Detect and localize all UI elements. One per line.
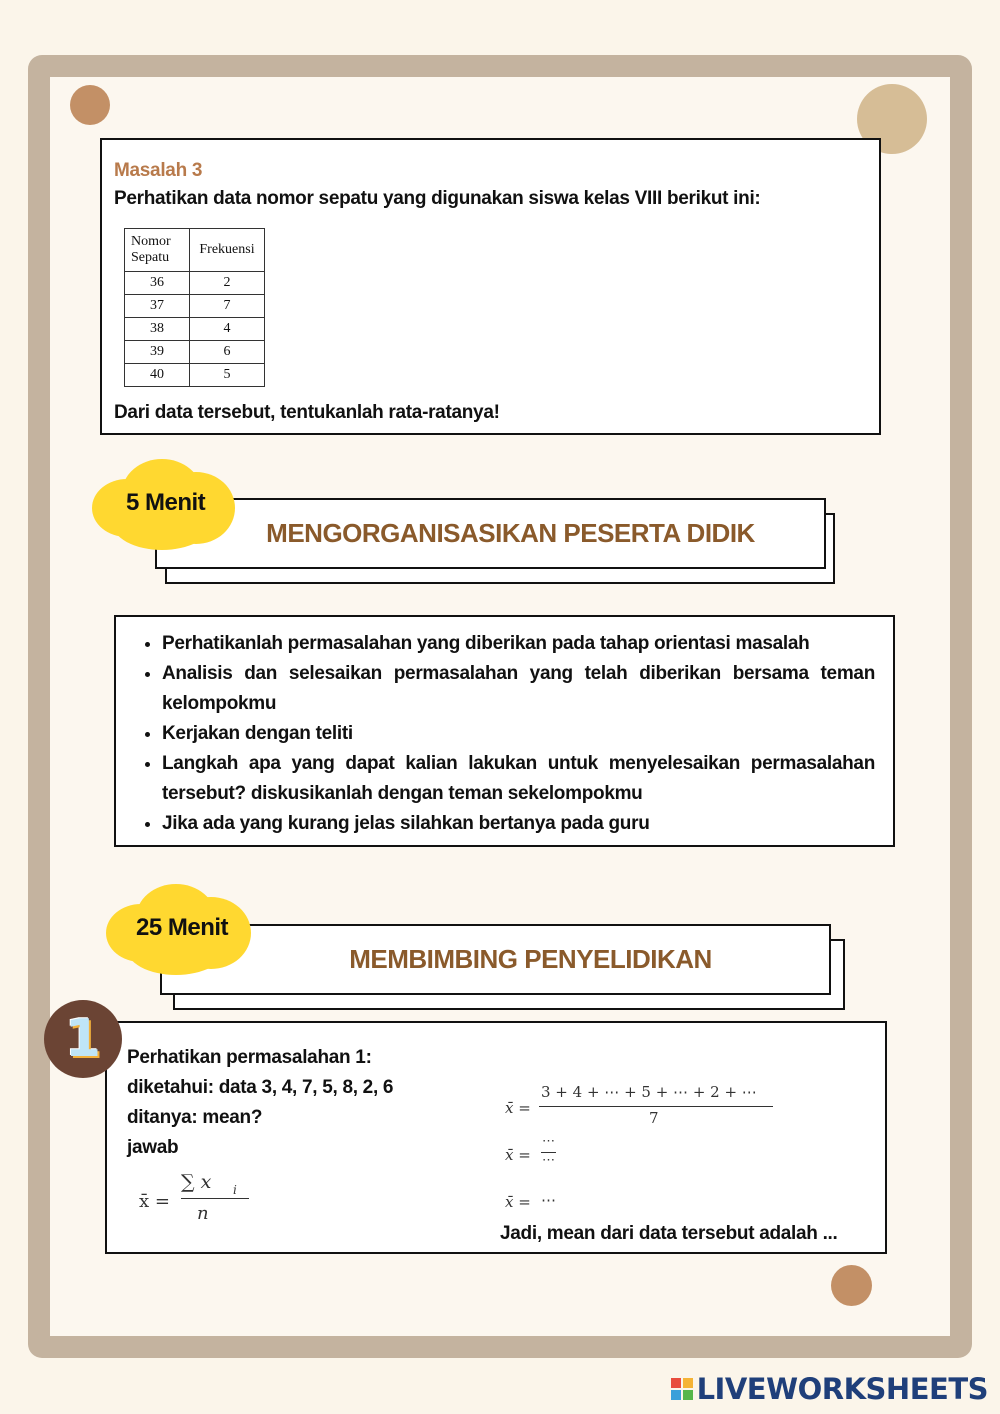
table-row	[125, 272, 265, 295]
table-row	[125, 341, 265, 364]
problem-intro: Perhatikan data nomor sepatu yang digunakan siswa kelas VIII berikut ini:	[114, 188, 761, 209]
logo-icon	[671, 1378, 693, 1400]
mean-formula	[139, 1171, 259, 1231]
calculation-steps	[505, 1079, 785, 1211]
table-cell: 6	[190, 341, 265, 364]
list-item: • Langkah apa yang dapat kalian lakukan untuk menyelesaikan permasalahan tersebut? diskusikanlah dengan teman sekelompokmu	[162, 749, 875, 809]
time-label: 5 Menit	[126, 489, 206, 516]
investigation-box	[105, 1021, 887, 1254]
problem-3-box	[100, 138, 881, 435]
section-2-title: MEMBIMBING PENYELIDIKAN	[349, 944, 712, 974]
formula-lhs: x̄ =	[139, 1191, 170, 1212]
formula-den: n	[197, 1203, 209, 1224]
table-cell: 37	[125, 295, 190, 318]
result-blank: ⋯	[541, 1191, 556, 1209]
xbar-label: x̄ =	[505, 1193, 531, 1211]
formula-sub: i	[233, 1183, 237, 1197]
table-cell: 5	[190, 364, 265, 387]
numerator: 3 + 4 + ⋯ + 5 + ⋯ + 2 + ⋯	[541, 1083, 757, 1101]
xbar-label: x̄ =	[505, 1099, 531, 1117]
text-line: diketahui: data 3, 4, 7, 5, 8, 2, 6	[127, 1077, 394, 1098]
conclusion: Jadi, mean dari data tersebut adalah ...	[500, 1223, 838, 1244]
list-item: • Perhatikanlah permasalahan yang diberikan pada tahap orientasi masalah	[162, 629, 875, 659]
problem-statement	[127, 1043, 393, 1163]
table-header: Nomor Sepatu	[125, 229, 190, 272]
decor-circle	[831, 1265, 872, 1306]
problem-title: Masalah 3	[114, 160, 203, 181]
numerator-blank: ⋯	[542, 1134, 555, 1149]
text-line: Perhatikan permasalahan 1:	[127, 1047, 372, 1068]
formula-sum: ∑ x	[181, 1171, 212, 1193]
shoe-size-table	[124, 228, 265, 387]
instructions-box	[114, 615, 895, 847]
problem-question: Dari data tersebut, tentukanlah rata-ratanya!	[114, 402, 500, 423]
time-cloud	[92, 457, 242, 552]
table-cell: 40	[125, 364, 190, 387]
list-item: • Kerjakan dengan teliti	[162, 719, 875, 749]
list-item: • Jika ada yang kurang jelas silahkan bertanya pada guru	[162, 809, 875, 839]
text-line: ditanya: mean?	[127, 1107, 263, 1128]
table-cell: 4	[190, 318, 265, 341]
section-1-header	[155, 498, 826, 569]
table-row	[125, 295, 265, 318]
section-1-title: MENGORGANISASIKAN PESERTA DIDIK	[266, 518, 755, 548]
table-cell: 2	[190, 272, 265, 295]
table-row	[125, 318, 265, 341]
time-cloud	[106, 882, 256, 977]
table-cell: 38	[125, 318, 190, 341]
time-label: 25 Menit	[136, 914, 229, 941]
badge-number: 1	[64, 1009, 102, 1069]
liveworksheets-logo[interactable]	[671, 1372, 988, 1406]
denominator-blank: ⋯	[542, 1153, 555, 1168]
denominator: 7	[649, 1109, 659, 1127]
table-header: Frekuensi	[190, 229, 265, 272]
number-badge	[44, 1000, 122, 1078]
table-row	[125, 364, 265, 387]
section-2-header	[160, 924, 831, 995]
text-line: jawab	[127, 1137, 179, 1158]
list-item: • Analisis dan selesaikan permasalahan yang telah diberikan bersama teman kelompokmu	[162, 659, 875, 719]
brand-name: LIVEWORKSHEETS	[696, 1372, 988, 1406]
decor-circle	[70, 85, 110, 125]
xbar-label: x̄ =	[505, 1146, 531, 1164]
table-cell: 7	[190, 295, 265, 318]
table-cell: 39	[125, 341, 190, 364]
instruction-list	[134, 629, 875, 839]
table-cell: 36	[125, 272, 190, 295]
